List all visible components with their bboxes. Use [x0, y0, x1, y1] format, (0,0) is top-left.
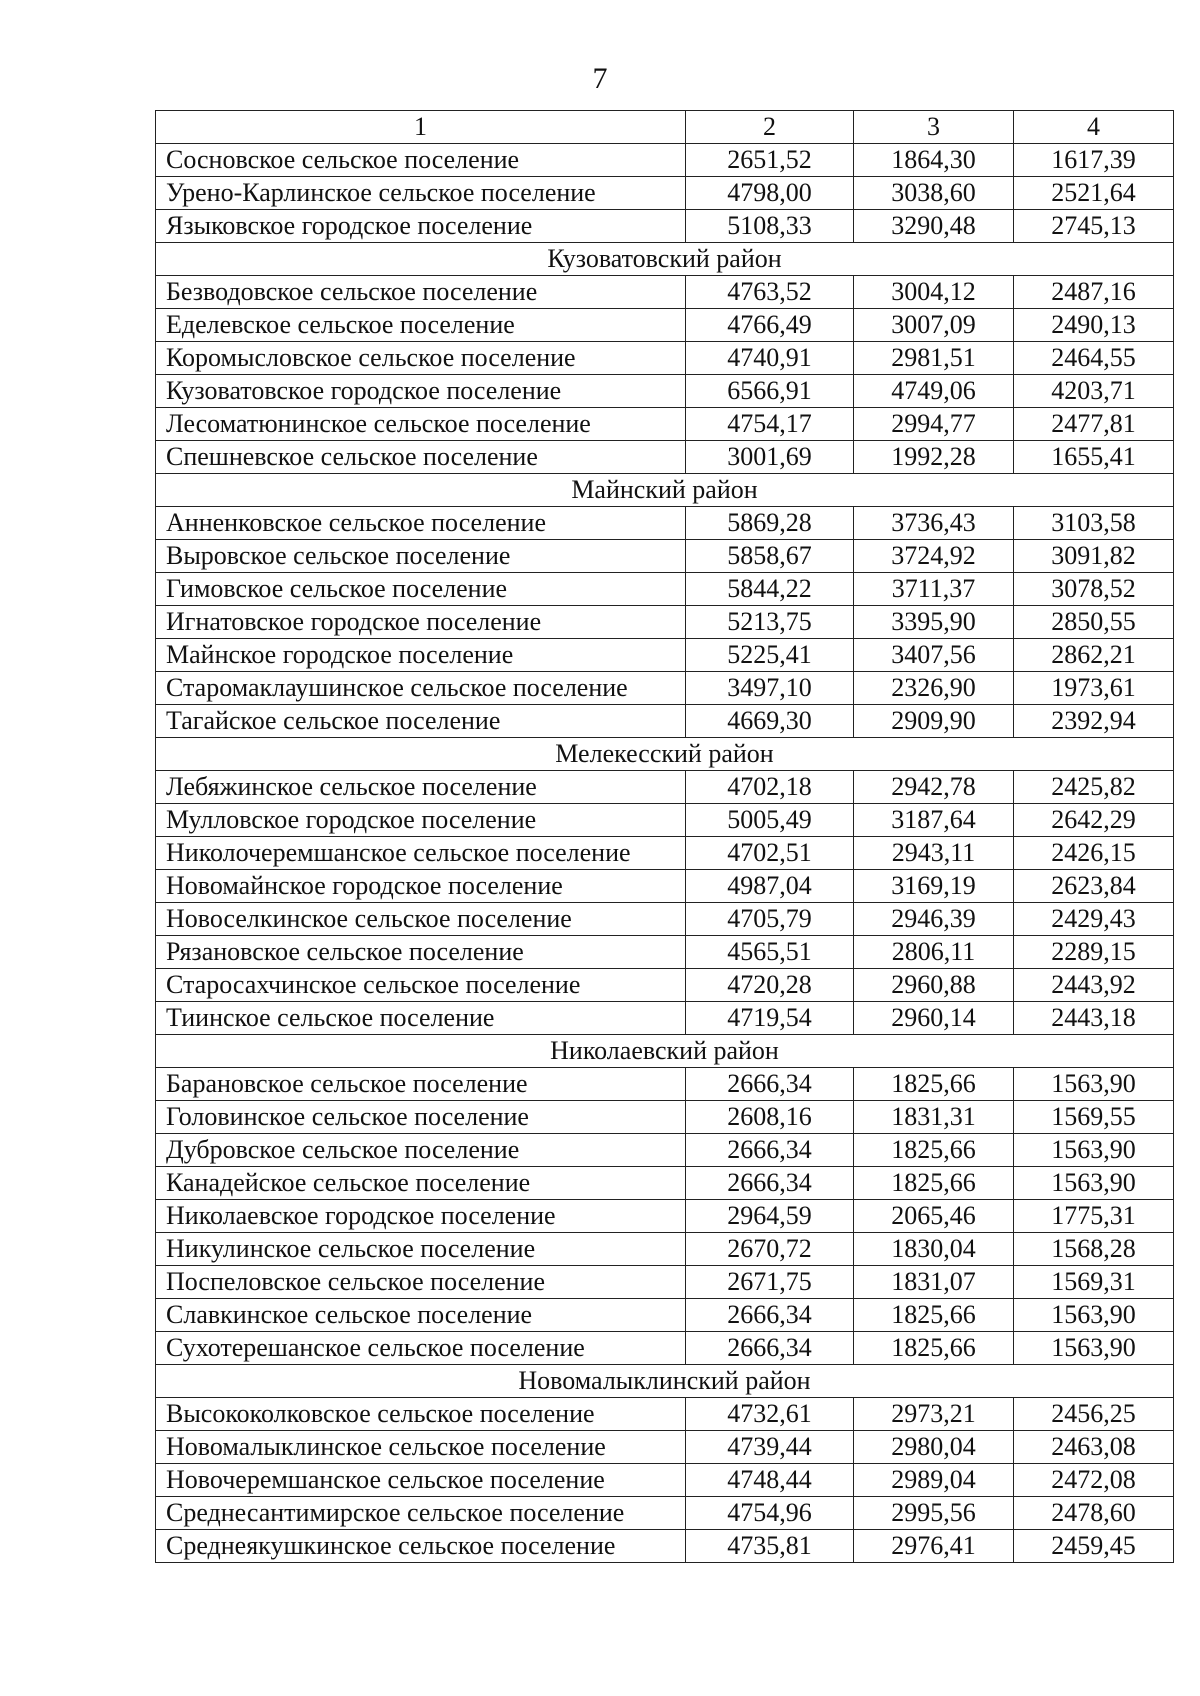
table-body: [156, 111, 1174, 1563]
value-col-2: 4720,28: [686, 969, 854, 1002]
table-row: [156, 1068, 1174, 1101]
settlement-name: Новомалыклинское сельское поселение: [156, 1431, 686, 1464]
value-col-3: 3395,90: [854, 606, 1014, 639]
district-name: Новомалыклинский район: [156, 1365, 1174, 1398]
settlement-name: Среднесантимирское сельское поселение: [156, 1497, 686, 1530]
settlement-name: Безводовское сельское поселение: [156, 276, 686, 309]
table-row: [156, 1233, 1174, 1266]
table-row: [156, 639, 1174, 672]
value-col-4: 3103,58: [1014, 507, 1174, 540]
settlement-name: Сухотерешанское сельское поселение: [156, 1332, 686, 1365]
value-col-3: 1830,04: [854, 1233, 1014, 1266]
settlement-name: Славкинское сельское поселение: [156, 1299, 686, 1332]
table-row: [156, 936, 1174, 969]
value-col-4: 1569,31: [1014, 1266, 1174, 1299]
value-col-3: 3004,12: [854, 276, 1014, 309]
value-col-4: 2472,08: [1014, 1464, 1174, 1497]
table-row: [156, 1299, 1174, 1332]
table-row: [156, 342, 1174, 375]
value-col-4: 2745,13: [1014, 210, 1174, 243]
value-col-4: 1563,90: [1014, 1332, 1174, 1365]
settlement-name: Старомаклаушинское сельское поселение: [156, 672, 686, 705]
value-col-2: 5225,41: [686, 639, 854, 672]
value-col-3: 2942,78: [854, 771, 1014, 804]
settlement-name: Анненковское сельское поселение: [156, 507, 686, 540]
value-col-4: 2443,92: [1014, 969, 1174, 1002]
value-col-2: 4766,49: [686, 309, 854, 342]
table-row: [156, 672, 1174, 705]
value-col-4: 1775,31: [1014, 1200, 1174, 1233]
column-header-2: 2: [686, 111, 854, 144]
district-name: Кузоватовский район: [156, 243, 1174, 276]
value-col-4: 2623,84: [1014, 870, 1174, 903]
table-row: [156, 507, 1174, 540]
value-col-2: 2666,34: [686, 1332, 854, 1365]
value-col-2: 2671,75: [686, 1266, 854, 1299]
table-row: [156, 1398, 1174, 1431]
settlement-name: Языковское городское поселение: [156, 210, 686, 243]
settlement-name: Тиинское сельское поселение: [156, 1002, 686, 1035]
value-col-2: 4565,51: [686, 936, 854, 969]
table-row: [156, 276, 1174, 309]
value-col-2: 2666,34: [686, 1167, 854, 1200]
district-header-row: [156, 738, 1174, 771]
settlement-name: Старосахчинское сельское поселение: [156, 969, 686, 1002]
value-col-3: 1825,66: [854, 1167, 1014, 1200]
value-col-3: 2989,04: [854, 1464, 1014, 1497]
value-col-4: 1655,41: [1014, 441, 1174, 474]
value-col-2: 2608,16: [686, 1101, 854, 1134]
value-col-3: 4749,06: [854, 375, 1014, 408]
value-col-2: 4735,81: [686, 1530, 854, 1563]
table-row: [156, 705, 1174, 738]
settlement-name: Тагайское сельское поселение: [156, 705, 686, 738]
value-col-2: 4705,79: [686, 903, 854, 936]
value-col-2: 4719,54: [686, 1002, 854, 1035]
value-col-2: 3001,69: [686, 441, 854, 474]
table-row: [156, 540, 1174, 573]
settlement-name: Среднеякушкинское сельское поселение: [156, 1530, 686, 1563]
value-col-4: 2464,55: [1014, 342, 1174, 375]
district-header-row: [156, 243, 1174, 276]
table-row: [156, 837, 1174, 870]
value-col-3: 2960,88: [854, 969, 1014, 1002]
value-col-2: 6566,91: [686, 375, 854, 408]
page-number: 7: [592, 62, 608, 95]
table-row: [156, 903, 1174, 936]
value-col-4: 2521,64: [1014, 177, 1174, 210]
value-col-3: 1825,66: [854, 1332, 1014, 1365]
value-col-2: 4754,96: [686, 1497, 854, 1530]
value-col-4: 2443,18: [1014, 1002, 1174, 1035]
value-col-2: 4732,61: [686, 1398, 854, 1431]
table-row: [156, 870, 1174, 903]
value-col-2: 4702,18: [686, 771, 854, 804]
value-col-3: 3007,09: [854, 309, 1014, 342]
table-row: [156, 573, 1174, 606]
settlement-name: Николочеремшанское сельское поселение: [156, 837, 686, 870]
table-row: [156, 1002, 1174, 1035]
settlement-name: Сосновское сельское поселение: [156, 144, 686, 177]
value-col-3: 3187,64: [854, 804, 1014, 837]
value-col-2: 4739,44: [686, 1431, 854, 1464]
table-row: [156, 375, 1174, 408]
settlement-name: Кузоватовское городское поселение: [156, 375, 686, 408]
column-header-1: 1: [156, 111, 686, 144]
value-col-2: 4798,00: [686, 177, 854, 210]
value-col-4: 2429,43: [1014, 903, 1174, 936]
value-col-3: 3169,19: [854, 870, 1014, 903]
value-col-3: 3038,60: [854, 177, 1014, 210]
value-col-4: 2426,15: [1014, 837, 1174, 870]
column-header-3: 3: [854, 111, 1014, 144]
value-col-3: 2980,04: [854, 1431, 1014, 1464]
value-col-2: 5869,28: [686, 507, 854, 540]
value-col-3: 1825,66: [854, 1299, 1014, 1332]
settlement-name: Высококолковское сельское поселение: [156, 1398, 686, 1431]
settlement-name: Головинское сельское поселение: [156, 1101, 686, 1134]
value-col-4: 2463,08: [1014, 1431, 1174, 1464]
value-col-2: 4748,44: [686, 1464, 854, 1497]
value-col-4: 3078,52: [1014, 573, 1174, 606]
table-row: [156, 1431, 1174, 1464]
table-row: [156, 804, 1174, 837]
table-row: [156, 441, 1174, 474]
data-table: [155, 110, 1174, 1563]
value-col-3: 3407,56: [854, 639, 1014, 672]
value-col-2: 5858,67: [686, 540, 854, 573]
value-col-3: 2995,56: [854, 1497, 1014, 1530]
settlement-name: Дубровское сельское поселение: [156, 1134, 686, 1167]
value-col-4: 1569,55: [1014, 1101, 1174, 1134]
value-col-2: 2666,34: [686, 1134, 854, 1167]
settlement-name: Николаевское городское поселение: [156, 1200, 686, 1233]
value-col-4: 4203,71: [1014, 375, 1174, 408]
value-col-3: 1825,66: [854, 1068, 1014, 1101]
table-row: [156, 1101, 1174, 1134]
value-col-4: 1973,61: [1014, 672, 1174, 705]
table-row: [156, 1167, 1174, 1200]
value-col-3: 2960,14: [854, 1002, 1014, 1035]
value-col-2: 2670,72: [686, 1233, 854, 1266]
value-col-4: 2850,55: [1014, 606, 1174, 639]
table-header-row: [156, 111, 1174, 144]
value-col-4: 2459,45: [1014, 1530, 1174, 1563]
value-col-4: 2478,60: [1014, 1497, 1174, 1530]
settlement-name: Новомайнское городское поселение: [156, 870, 686, 903]
settlement-name: Лебяжинское сельское поселение: [156, 771, 686, 804]
value-col-3: 2943,11: [854, 837, 1014, 870]
value-col-2: 4669,30: [686, 705, 854, 738]
value-col-4: 1568,28: [1014, 1233, 1174, 1266]
value-col-3: 2065,46: [854, 1200, 1014, 1233]
district-header-row: [156, 1035, 1174, 1068]
settlement-name: Коромысловское сельское поселение: [156, 342, 686, 375]
value-col-2: 4702,51: [686, 837, 854, 870]
district-header-row: [156, 1365, 1174, 1398]
value-col-4: 2289,15: [1014, 936, 1174, 969]
value-col-3: 2973,21: [854, 1398, 1014, 1431]
table-row: [156, 606, 1174, 639]
value-col-2: 2964,59: [686, 1200, 854, 1233]
settlement-name: Гимовское сельское поселение: [156, 573, 686, 606]
value-col-4: 2862,21: [1014, 639, 1174, 672]
table-row: [156, 210, 1174, 243]
column-header-4: 4: [1014, 111, 1174, 144]
value-col-3: 1831,07: [854, 1266, 1014, 1299]
value-col-2: 5213,75: [686, 606, 854, 639]
value-col-2: 4987,04: [686, 870, 854, 903]
value-col-4: 2425,82: [1014, 771, 1174, 804]
value-col-4: 2392,94: [1014, 705, 1174, 738]
value-col-3: 3736,43: [854, 507, 1014, 540]
settlement-name: Барановское сельское поселение: [156, 1068, 686, 1101]
value-col-2: 5108,33: [686, 210, 854, 243]
settlement-name: Урено-Карлинское сельское поселение: [156, 177, 686, 210]
table-row: [156, 408, 1174, 441]
value-col-3: 3290,48: [854, 210, 1014, 243]
value-col-4: 2490,13: [1014, 309, 1174, 342]
settlement-name: Мулловское городское поселение: [156, 804, 686, 837]
district-name: Мелекесский район: [156, 738, 1174, 771]
table-row: [156, 1200, 1174, 1233]
value-col-3: 2909,90: [854, 705, 1014, 738]
value-col-3: 2326,90: [854, 672, 1014, 705]
settlement-name: Спешневское сельское поселение: [156, 441, 686, 474]
value-col-2: 2666,34: [686, 1299, 854, 1332]
value-col-3: 2806,11: [854, 936, 1014, 969]
table-row: [156, 144, 1174, 177]
value-col-3: 2976,41: [854, 1530, 1014, 1563]
settlement-name: Майнское городское поселение: [156, 639, 686, 672]
settlement-name: Канадейское сельское поселение: [156, 1167, 686, 1200]
table-row: [156, 1332, 1174, 1365]
value-col-2: 4763,52: [686, 276, 854, 309]
district-name: Майнский район: [156, 474, 1174, 507]
value-col-3: 2994,77: [854, 408, 1014, 441]
value-col-3: 2946,39: [854, 903, 1014, 936]
value-col-2: 5005,49: [686, 804, 854, 837]
district-name: Николаевский район: [156, 1035, 1174, 1068]
table-row: [156, 1134, 1174, 1167]
value-col-4: 1617,39: [1014, 144, 1174, 177]
value-col-3: 1831,31: [854, 1101, 1014, 1134]
value-col-4: 2456,25: [1014, 1398, 1174, 1431]
table-row: [156, 969, 1174, 1002]
table-row: [156, 1530, 1174, 1563]
value-col-3: 3724,92: [854, 540, 1014, 573]
settlement-name: Еделевское сельское поселение: [156, 309, 686, 342]
value-col-4: 2642,29: [1014, 804, 1174, 837]
settlement-name: Новочеремшанское сельское поселение: [156, 1464, 686, 1497]
value-col-4: 1563,90: [1014, 1167, 1174, 1200]
table-row: [156, 1266, 1174, 1299]
district-header-row: [156, 474, 1174, 507]
table-row: [156, 1497, 1174, 1530]
value-col-2: 3497,10: [686, 672, 854, 705]
value-col-2: 2651,52: [686, 144, 854, 177]
value-col-3: 1825,66: [854, 1134, 1014, 1167]
table-row: [156, 1464, 1174, 1497]
value-col-4: 1563,90: [1014, 1299, 1174, 1332]
table-row: [156, 771, 1174, 804]
settlement-name: Игнатовское городское поселение: [156, 606, 686, 639]
value-col-3: 2981,51: [854, 342, 1014, 375]
value-col-4: 3091,82: [1014, 540, 1174, 573]
value-col-2: 4740,91: [686, 342, 854, 375]
value-col-2: 5844,22: [686, 573, 854, 606]
value-col-2: 2666,34: [686, 1068, 854, 1101]
value-col-4: 2477,81: [1014, 408, 1174, 441]
settlement-name: Новоселкинское сельское поселение: [156, 903, 686, 936]
settlement-name: Поспеловское сельское поселение: [156, 1266, 686, 1299]
value-col-4: 2487,16: [1014, 276, 1174, 309]
value-col-3: 3711,37: [854, 573, 1014, 606]
table-row: [156, 177, 1174, 210]
value-col-4: 1563,90: [1014, 1134, 1174, 1167]
table-row: [156, 309, 1174, 342]
value-col-4: 1563,90: [1014, 1068, 1174, 1101]
value-col-3: 1992,28: [854, 441, 1014, 474]
settlement-name: Никулинское сельское поселение: [156, 1233, 686, 1266]
value-col-2: 4754,17: [686, 408, 854, 441]
value-col-3: 1864,30: [854, 144, 1014, 177]
settlement-name: Рязановское сельское поселение: [156, 936, 686, 969]
settlement-name: Выровское сельское поселение: [156, 540, 686, 573]
settlement-name: Лесоматюнинское сельское поселение: [156, 408, 686, 441]
